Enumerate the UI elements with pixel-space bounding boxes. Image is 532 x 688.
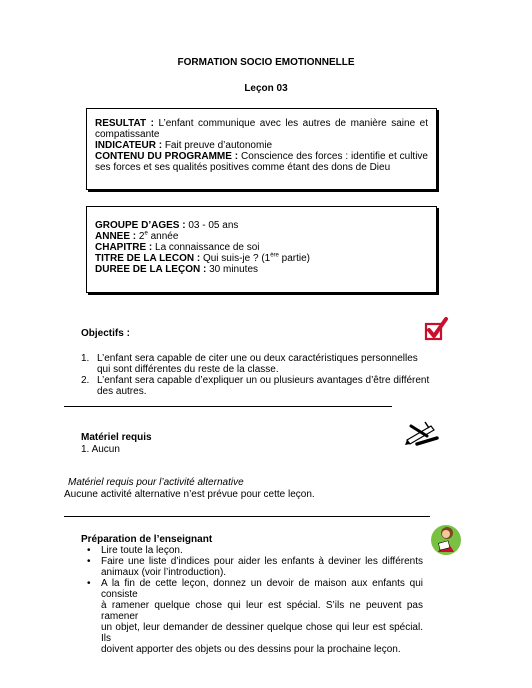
item-line: à ramener quelque chose qui leur est spécial. S’ils ne peuvent pas ramener — [101, 600, 423, 622]
titre-text: Qui suis-je ? (1 — [202, 253, 271, 264]
indicateur-line — [95, 140, 428, 151]
bullet: • — [87, 578, 91, 589]
item-number: 1. — [81, 353, 90, 364]
checkbox-check-icon — [424, 316, 450, 342]
item-line: L’enfant sera capable de citer une ou deux caractéristiques personnelles — [97, 353, 418, 364]
bullet: • — [87, 545, 91, 556]
item-line: qui sont différentes du reste de la classe. — [97, 364, 279, 375]
chapitre-line — [95, 242, 428, 253]
annee-line — [95, 231, 428, 242]
item-line: L’enfant sera capable d’expliquer un ou plusieurs avantages d’être différent — [97, 375, 430, 386]
pencil-tools-icon — [405, 420, 439, 446]
resultat-text-cont: compatissante — [95, 129, 160, 140]
materiel-heading: Matériel requis — [81, 432, 152, 443]
resultat-label: RESULTAT : — [95, 118, 154, 129]
objectifs-list — [81, 353, 436, 397]
list-item — [81, 375, 436, 397]
alternative-heading: Matériel requis pour l’activité alternative — [68, 477, 244, 488]
list-item — [81, 578, 423, 655]
document-title: FORMATION SOCIO EMOTIONNELLE — [177, 57, 355, 68]
item-line: doivent apporter des objets ou des dessins pour la prochaine leçon. — [101, 644, 401, 655]
contenu-label: CONTENU DU PROGRAMME : — [95, 151, 239, 162]
chapitre-text: La connaissance de soi — [155, 242, 260, 253]
resultat-text: L’enfant communique avec les autres de manière saine et — [158, 118, 429, 129]
item-line: animaux (voir l’introduction). — [101, 567, 227, 578]
materiel-item: 1. Aucun — [81, 444, 120, 455]
indicateur-text: Fait preuve d’autonomie — [164, 140, 273, 151]
lesson-summary-box — [86, 108, 437, 190]
item-line: des autres. — [97, 386, 147, 397]
list-item — [81, 353, 436, 375]
annee-sup: e — [144, 230, 148, 237]
section-divider — [64, 516, 430, 517]
indicateur-label: INDICATEUR : — [95, 140, 163, 151]
contenu-line — [95, 151, 428, 162]
alternative-text: Aucune activité alternative n’est prévue pour cette leçon. — [64, 489, 315, 500]
annee-label: ANNEE : — [95, 231, 137, 242]
chapitre-label: CHAPITRE : — [95, 242, 153, 253]
groupe-line — [95, 220, 428, 231]
groupe-label: GROUPE D’AGES : — [95, 220, 186, 231]
objectifs-heading: Objectifs : — [81, 328, 130, 339]
item-line: un objet, leur demander de dessiner quelque chose qui leur est spécial. Ils — [101, 622, 423, 644]
item-number: 2. — [81, 375, 90, 386]
bullet: • — [87, 556, 91, 567]
preparation-list — [81, 545, 423, 655]
resultat-line — [95, 118, 428, 129]
contenu-text: Conscience des forces : identifie et cultive — [241, 151, 428, 162]
groupe-text: 03 - 05 ans — [188, 220, 239, 231]
titre-end: partie) — [281, 253, 311, 264]
preparation-heading: Préparation de l’enseignant — [81, 534, 213, 545]
duree-line — [95, 264, 428, 275]
section-divider — [64, 406, 392, 407]
titre-label: TITRE DE LA LECON : — [95, 253, 201, 264]
annee-text: année — [150, 231, 179, 242]
titre-line — [95, 253, 428, 264]
annee-num: 2 — [138, 231, 145, 242]
list-item — [81, 545, 423, 556]
duree-text: 30 minutes — [209, 264, 259, 275]
contenu-text-cont: ses forces et ses qualités positives comme étant des dons de Dieu — [95, 162, 391, 173]
list-item — [81, 556, 423, 578]
lesson-number: Leçon 03 — [244, 83, 288, 94]
teacher-reading-icon — [430, 522, 462, 558]
lesson-info-box — [86, 206, 437, 293]
item-line: Lire toute la leçon. — [101, 545, 183, 556]
item-line: A la fin de cette leçon, donnez un devoir de maison aux enfants qui consiste — [101, 578, 423, 600]
titre-sup: ère — [270, 252, 279, 259]
item-line: Faire une liste d’indices pour aider les enfants à deviner les différents — [101, 556, 423, 567]
duree-label: DUREE DE LA LEÇON : — [95, 264, 207, 275]
